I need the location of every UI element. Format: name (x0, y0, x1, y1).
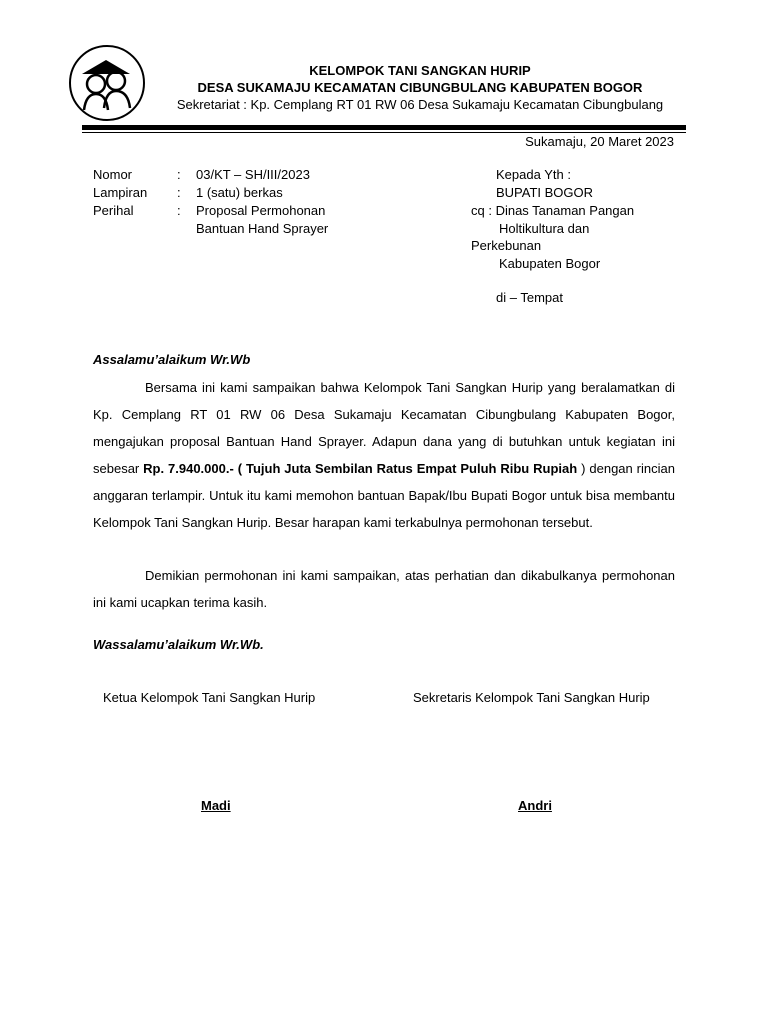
paragraph-2-text: Demikian permohonan ini kami sampaikan, atas perhatian dan dikabulkanya permohonan ini kami ucapkan terima kasih. (93, 568, 675, 610)
nomor-colon: : (177, 167, 181, 182)
right-signatory-name: Andri (518, 798, 552, 813)
org-name: KELOMPOK TANI SANGKAN HURIP (309, 63, 531, 78)
greeting: Assalamu’alaikum Wr.Wb (93, 352, 251, 367)
recipient-line-3: cq : Dinas Tanaman Pangan (471, 203, 635, 218)
recipient-line-6: Kabupaten Bogor (499, 256, 601, 271)
recipient-line-1: Kepada Yth : (496, 167, 571, 182)
recipient-line-7: di – Tempat (496, 290, 563, 305)
left-signatory-title: Ketua Kelompok Tani Sangkan Hurip (103, 690, 316, 705)
letterhead-rule-thin (82, 132, 686, 133)
perihal-colon: : (177, 203, 181, 218)
right-signatory-title: Sekretaris Kelompok Tani Sangkan Hurip (413, 690, 650, 705)
organization-logo (68, 44, 146, 122)
perihal-value-1: Proposal Permohonan (196, 203, 326, 218)
perihal-value-2: Bantuan Hand Sprayer (196, 221, 329, 236)
recipient-line-5: Perkebunan (471, 238, 542, 253)
recipient-line-4: Holtikultura dan (499, 221, 590, 236)
body-paragraph-2 (93, 562, 675, 616)
body-paragraph-1 (93, 374, 675, 536)
letter-date: Sukamaju, 20 Maret 2023 (525, 134, 674, 149)
nomor-label: Nomor (93, 167, 133, 182)
paragraph-1-amount: Rp. 7.940.000.- ( Tujuh Juta Sembilan Ratus Empat Puluh Ribu Rupiah (143, 461, 578, 476)
secretariat-address: Sekretariat : Kp. Cemplang RT 01 RW 06 Desa Sukamaju Kecamatan Cibungbulang (176, 97, 664, 112)
recipient-line-2: BUPATI BOGOR (496, 185, 594, 200)
perihal-label: Perihal (93, 203, 134, 218)
nomor-value: 03/KT – SH/III/2023 (196, 167, 310, 182)
paragraph-1-part-2: ) dengan rincian anggaran terlampir. Untuk itu kami memohon bantuan Bapak/Ibu Bupati Bogor untuk bisa membantu Kelompok Tani Sangkan Hurip. Besar harapan kami terkabulnya permohonan tersebut. (93, 461, 675, 530)
org-address: DESA SUKAMAJU KECAMATAN CIBUNGBULANG KABUPATEN BOGOR (197, 80, 643, 95)
left-signatory-name: Madi (201, 798, 231, 813)
lampiran-value: 1 (satu) berkas (196, 185, 283, 200)
letterhead-rule-thick (82, 125, 686, 130)
paragraph-1-part-1: Bersama ini kami sampaikan bahwa Kelompok Tani Sangkan Hurip yang beralamatkan di Kp. Cemplang RT 01 RW 06 Desa Sukamaju Kecamatan Cibungbulang Kabupaten Bogor, mengajukan proposal Bantuan Hand Sprayer. Adapun dana yang di butuhkan untuk kegiatan ini sebesar (93, 380, 675, 476)
closing: Wassalamu’alaikum Wr.Wb. (93, 637, 264, 652)
lampiran-colon: : (177, 185, 181, 200)
lampiran-label: Lampiran (93, 185, 148, 200)
